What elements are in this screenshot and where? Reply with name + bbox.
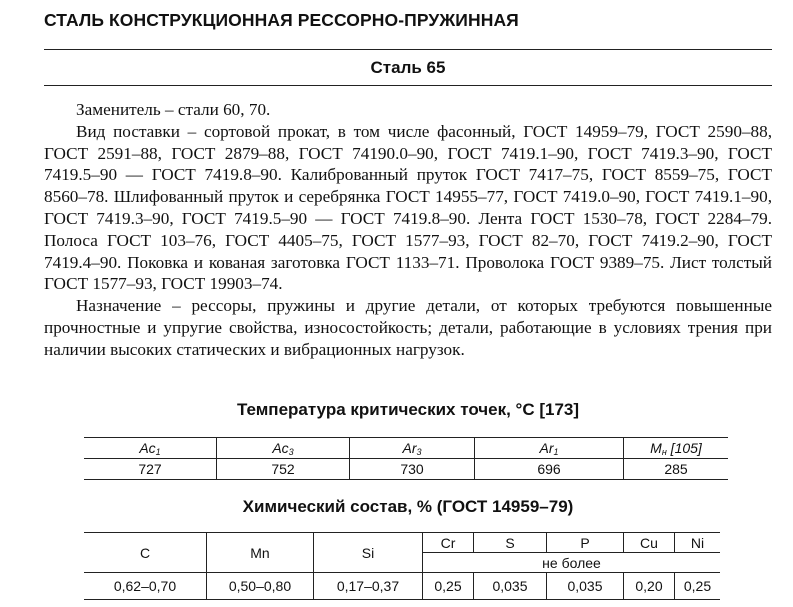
critical-points-table: [84, 437, 728, 480]
header-c: C: [84, 533, 207, 573]
chem-header-row: [84, 533, 720, 553]
page-title: СТАЛЬ КОНСТРУКЦИОННАЯ РЕССОРНО-ПРУЖИННАЯ: [44, 10, 519, 30]
header-mn-elem: Mn: [207, 533, 314, 573]
value-si: 0,17–0,37: [314, 573, 423, 600]
note-max: не более: [423, 553, 721, 573]
header-cu: Cu: [624, 533, 675, 553]
chemical-composition-caption: Химический состав, % (ГОСТ 14959–79): [242, 497, 574, 516]
substitute-paragraph: Заменитель – стали 60, 70.: [76, 100, 271, 119]
title-rule-top: [44, 49, 772, 50]
critical-points-header-row: [84, 438, 728, 459]
title-rule-bottom: [44, 85, 772, 86]
header-ac3: $Ac_3$: [217, 438, 350, 459]
value-s: 0,035: [474, 573, 547, 600]
value-ar1: 696: [475, 459, 624, 480]
delivery-paragraph: Вид поставки – сортовой прокат, в том числе фасонный, ГОСТ 14959–79, ГОСТ 2590–88, ГОСТ 2591–88, ГОСТ 2879–88, ГОСТ 74190.0–90, ГОСТ 7419.1–90, ГОСТ 7419.3–90, ГОСТ 7419.5–90 — ГОСТ 7419.8–90. Калиброванный пруток ГОСТ 7417–75, ГОСТ 8559–75, ГОСТ 8560–78. Шлифованный пруток и серебрянка ГОСТ 14955–77, ГОСТ 7419.0–90, ГОСТ 7419.1–90, ГОСТ 7419.3–90, ГОСТ 7419.5–90 — ГОСТ 7419.8–90. Лента ГОСТ 1530–78, ГОСТ 2284–79. Полоса ГОСТ 103–76, ГОСТ 4405–75, ГОСТ 1577–93, ГОСТ 82–70, ГОСТ 7419.2–90, ГОСТ 7419.4–90. Поковка и кованая заготовка ГОСТ 1133–71. Проволока ГОСТ 9389–75. Лист толстый ГОСТ 1577–93, ГОСТ 19903–74.: [44, 121, 772, 294]
chem-value-row: [84, 573, 720, 600]
header-ar1: $Ar_1$: [475, 438, 624, 459]
header-ac1: $Ac_1$: [84, 438, 217, 459]
critical-points-value-row: [84, 459, 728, 480]
value-ac1: 727: [138, 461, 162, 477]
header-p: P: [547, 533, 624, 553]
body-text: [44, 99, 772, 361]
header-mn: $M_н$ [105]: [624, 438, 729, 459]
value-mn-elem: 0,50–0,80: [207, 573, 314, 600]
header-cr: Cr: [423, 533, 474, 553]
purpose-paragraph: Назначение – рессоры, пружины и другие детали, от которых требуются повышенные прочностные и упругие свойства, износостойкость; детали, работающие в условиях трения при наличии высоких статических и вибрационных нагрузок.: [44, 296, 772, 359]
steel-grade-title: Сталь 65: [370, 58, 446, 77]
value-c: 0,62–0,70: [84, 573, 207, 600]
critical-points-caption: Температура критических точек, °С [173]: [236, 400, 580, 419]
chemical-composition-table: [84, 532, 720, 600]
value-ni: 0,25: [675, 573, 721, 600]
header-ni: Ni: [675, 533, 721, 553]
value-mn: 285: [624, 459, 729, 480]
value-p: 0,035: [547, 573, 624, 600]
header-ar3: $Ar_3$: [350, 438, 475, 459]
value-ac3: 752: [217, 459, 350, 480]
value-cu: 0,20: [624, 573, 675, 600]
value-ar3: 730: [350, 459, 475, 480]
value-cr: 0,25: [423, 573, 474, 600]
header-si: Si: [314, 533, 423, 573]
header-s: S: [474, 533, 547, 553]
